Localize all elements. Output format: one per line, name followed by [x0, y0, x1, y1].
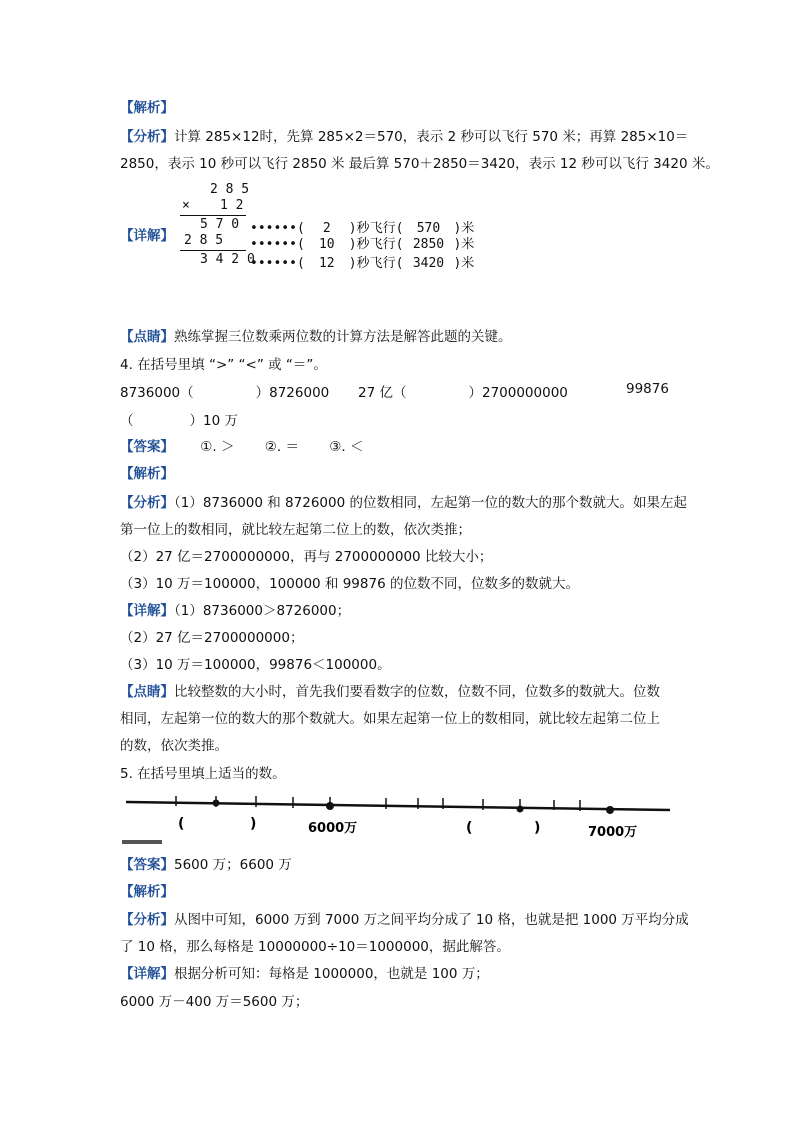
- fenxi-text: 从图中可知，6000 万到 7000 万之间平均分成了 10 格，也就是把 1000 万平均分成: [174, 912, 689, 928]
- detail-paragraph: [120, 962, 489, 982]
- partial-product-2: 2 8 5: [184, 233, 224, 248]
- seconds-value: 2: [322, 221, 331, 236]
- dots: ••••••: [250, 237, 297, 252]
- paren-open: (: [296, 221, 305, 236]
- detail-paragraph: [120, 599, 350, 619]
- fenxi-text: 计算 285×12时，先算 285×2＝570，表示 2 秒可以飞行 570 米；再算 285×10＝: [174, 129, 689, 145]
- answer-tag: 【答案】: [120, 439, 174, 455]
- compare-item-1: [120, 381, 329, 401]
- dianjing-text-3: 的数，依次类推。: [120, 738, 228, 754]
- analysis-paragraph: [120, 125, 688, 145]
- dots: ••••••: [250, 256, 297, 271]
- calc-row-2: [250, 233, 474, 252]
- distance-value: 570: [416, 221, 441, 236]
- label-6000: 6000万: [308, 821, 358, 836]
- fenxi-text-2: 第一位上的数相同，就比较左起第二位上的数，依次类推；: [120, 522, 471, 538]
- distance-value: 3420: [412, 256, 445, 271]
- blank-paren-open: (: [178, 816, 185, 832]
- compare-left: （: [120, 413, 134, 429]
- compare-left: 27 亿（: [358, 385, 407, 401]
- compare-right: ）10 万: [189, 413, 238, 429]
- detail-text-2: 6000 万－400 万＝5600 万；: [120, 994, 309, 1010]
- paren-open: (: [296, 237, 305, 252]
- fenxi-tag: 【分析】: [120, 129, 174, 145]
- calc-row-3: [250, 252, 474, 271]
- paren-open: (: [296, 256, 305, 271]
- seconds-value: 12: [318, 256, 335, 271]
- fenxi-text-2: 了 10 格，那么每格是 10000000÷10＝1000000，据此解答。: [120, 939, 510, 955]
- point-7000-marker: [606, 806, 614, 814]
- compare-item-3: [120, 409, 238, 429]
- distance-value: 2850: [412, 237, 445, 252]
- detail-text-2: （2）27 亿＝2700000000；: [120, 630, 304, 646]
- rule-line-2: [180, 250, 246, 251]
- answer-tag: 【答案】: [120, 857, 174, 873]
- analysis-heading: 【解析】: [120, 100, 174, 116]
- unit: 米: [461, 256, 475, 271]
- times-sign: ×: [182, 198, 190, 213]
- blank-paren-close: ): [250, 816, 257, 832]
- dianjing-tag: 【点睛】: [120, 329, 174, 345]
- total-product: 3 4 2 0: [200, 252, 255, 267]
- key-point-paragraph: [120, 680, 660, 700]
- detail-tag: 【详解】: [120, 966, 174, 982]
- question-5-title: 5. 在括号里填上适当的数。: [120, 766, 286, 782]
- partial-product-1: 5 7 0: [200, 217, 240, 232]
- paren-close: ): [453, 221, 462, 236]
- paren-close: ): [453, 256, 462, 271]
- answer-3: ③. ＜: [329, 439, 364, 455]
- analysis-paragraph: [120, 491, 687, 511]
- vertical-multiplication: [170, 180, 480, 272]
- compare-item-2: [358, 381, 568, 401]
- detail-tag: 【详解】: [120, 228, 174, 244]
- rule-line-1: [180, 215, 246, 216]
- fenxi-tag: 【分析】: [120, 912, 174, 928]
- seconds-value: 10: [318, 237, 335, 252]
- paren-open: (: [395, 237, 404, 252]
- dianjing-text: 比较整数的大小时，首先我们要看数字的位数，位数不同，位数多的数就大。位数: [174, 684, 660, 700]
- compare-right: ）8726000: [255, 385, 330, 401]
- dianjing-tag: 【点睛】: [120, 684, 174, 700]
- answer-2: ②. ＝: [264, 439, 299, 455]
- number-line: [118, 790, 678, 850]
- paren-close: ): [348, 256, 357, 271]
- scan-smudge: [122, 840, 162, 844]
- detail-text-3: （3）10 万＝100000，99876＜100000。: [120, 657, 391, 673]
- paren-close: ): [348, 237, 357, 252]
- answer-row: [120, 435, 363, 455]
- fenxi-text-4: （3）10 万＝100000，100000 和 99876 的位数不同，位数多的数就大。: [120, 576, 579, 592]
- paren-open: (: [395, 256, 404, 271]
- answer-text: 5600 万；6600 万: [174, 857, 292, 873]
- detail-text: 根据分析可知：每格是 1000000，也就是 100 万；: [174, 966, 489, 982]
- detail-text: （1）8736000＞8726000；: [174, 603, 351, 619]
- analysis-paragraph: [120, 908, 689, 928]
- fly-text: 秒飞行: [356, 237, 396, 252]
- compare-left: 8736000（: [120, 385, 194, 401]
- answer-1: ①. ＞: [200, 439, 235, 455]
- compare-right: ）2700000000: [468, 385, 568, 401]
- dianjing-text-2: 相同，左起第一位的数大的那个数就大。如果左起第一位上的数相同，就比较左起第二位上: [120, 711, 660, 727]
- fenxi-text-3: （2）27 亿＝2700000000，再与 2700000000 比较大小；: [120, 549, 493, 565]
- unit: 米: [461, 221, 475, 236]
- fly-text: 秒飞行: [356, 256, 396, 271]
- blank-paren-open: (: [466, 820, 473, 836]
- number-line-axis: [126, 802, 670, 810]
- dots: ••••••: [250, 221, 297, 236]
- paren-close: ): [453, 237, 462, 252]
- fenxi-text-2: 2850，表示 10 秒可以飞行 2850 米 最后算 570＋2850＝3420，表示 12 秒可以飞行 3420 米。: [120, 156, 719, 172]
- blank-paren-close: ): [534, 820, 541, 836]
- label-7000: 7000万: [588, 825, 638, 840]
- multiplier: 1 2: [220, 198, 244, 213]
- analysis-heading: 【解析】: [120, 466, 174, 482]
- point-6000-marker: [326, 802, 334, 810]
- point-marker: [517, 806, 524, 813]
- fenxi-tag: 【分析】: [120, 495, 174, 511]
- detail-tag: 【详解】: [120, 603, 174, 619]
- paren-open: (: [395, 221, 404, 236]
- multiplicand: 2 8 5: [210, 182, 250, 197]
- fenxi-text: （1）8736000 和 8726000 的位数相同，左起第一位的数大的那个数就大。如果左起: [174, 495, 687, 511]
- paren-close: ): [348, 221, 357, 236]
- answer-row: [120, 853, 292, 873]
- compare-item-3-left: 99876: [626, 381, 669, 397]
- question-4-title: 4. 在括号里填 “>” “<” 或 “＝”。: [120, 357, 327, 373]
- unit: 米: [461, 237, 475, 252]
- analysis-heading: 【解析】: [120, 884, 174, 900]
- dianjing-text: 熟练掌握三位数乘两位数的计算方法是解答此题的关键。: [174, 329, 512, 345]
- point-marker: [213, 800, 220, 807]
- fly-text: 秒飞行: [356, 221, 396, 236]
- key-point-paragraph: [120, 325, 512, 345]
